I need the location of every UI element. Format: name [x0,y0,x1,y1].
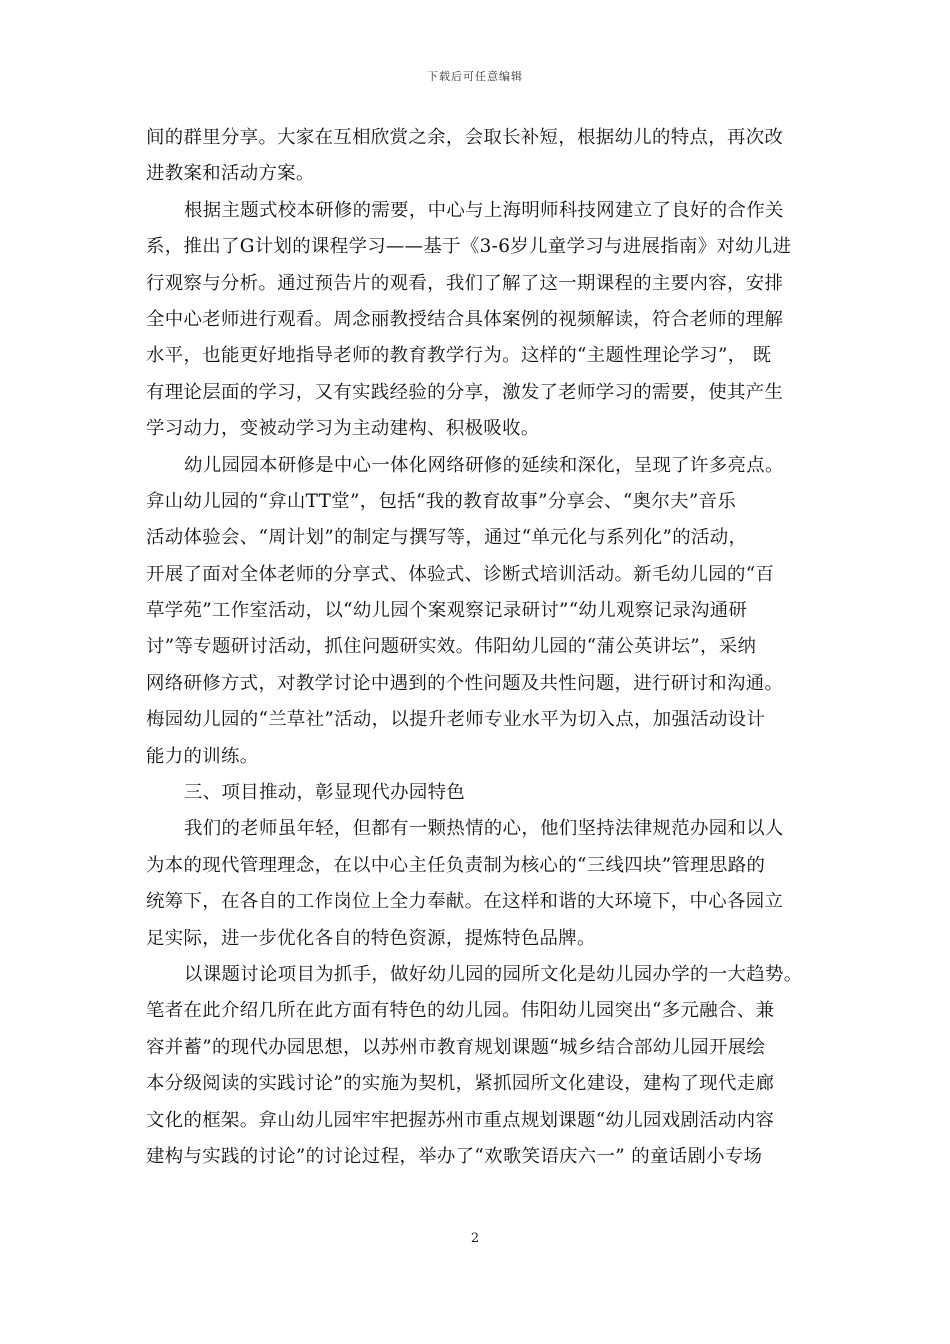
text-line: 笔者在此介绍几所在此方面有特色的幼儿园。伟阳幼儿园突出“多元融合、兼 [146,1000,775,1022]
page-number: 2 [470,1231,480,1246]
text-line: 草学苑”工作室活动，以“幼儿园个案观察记录研讨”“幼儿观察记录沟通研 [146,600,748,622]
text-line: 间的群里分享。大家在互相欣赏之余，会取长补短，根据幼儿的特点，再次改 [146,127,784,148]
text-line: 行观察与分析。通过预告片的观看，我们了解了这一期课程的主要内容，安排 [146,272,784,294]
text-line: 根据主题式校本研修的需要，中心与上海明师科技网建立了良好的合作关 [184,199,784,221]
text-line: 以课题讨论项目为抓手，做好幼儿园的园所文化是幼儿园办学的一大趋势。 [184,963,803,985]
text-line: 文化的框架。弇山幼儿园牢牢把握苏州市重点规划课题“幼儿园戏剧活动内容 [146,1109,775,1131]
text-line: 学习动力，变被动学习为主动建构、积极吸收。 [146,418,540,440]
text-line: 幼儿园园本研修是中心一体化网络研修的延续和深化，呈现了许多亮点。 [184,454,784,476]
text-line: 为本的现代管理理念，在以中心主任负责制为核心的“三线四块”管理思路的 [146,854,766,876]
document-body [146,120,806,1175]
text-line: 统筹下，在各自的工作岗位上全力奉献。在这样和谐的大环境下，中心各园立 [146,891,784,913]
text-line: 本分级阅读的实践讨论”的实施为契机，紧抓园所文化建设，建构了现代走廊 [146,1073,775,1095]
text-line: 我们的老师虽年轻，但都有一颗热情的心，他们坚持法律规范办园和以人 [184,818,784,840]
text-line: 容并蓄”的现代办园思想，以苏州市教育规划课题“城乡结合部幼儿园开展绘 [146,1036,766,1058]
text-line: 进教案和活动方案。 [146,163,315,185]
text-line: 开展了面对全体老师的分享式、体验式、诊断式培训活动。新毛幼儿园的“百 [146,563,775,585]
text-line: 全中心老师进行观看。周念丽教授结合具体案例的视频解读，符合老师的理解 [146,308,784,330]
text-line: 建构与实践的讨论”的讨论过程，举办了“欢歌笑语庆六一” 的童话剧小专场 [146,1145,763,1167]
text-line: 有理论层面的学习，又有实践经验的分享，激发了老师学习的需要，使其产生 [146,381,784,403]
text-line: 活动体验会、“周计划”的制定与撰写等，通过“单元化与系列化”的活动， [146,527,748,549]
text-line: 水平，也能更好地指导老师的教育教学行为。这样的“主题性理论学习”， 既 [146,345,772,367]
text-line: 三、项目推动，彰显现代办园特色 [184,782,466,804]
text-line: 梅园幼儿园的“兰草社”活动，以提升老师专业水平为切入点，加强活动设计 [146,709,766,731]
text-line: 足实际，进一步优化各自的特色资源，提炼特色品牌。 [146,927,596,949]
text-line: 讨”等专题研讨活动，抓住问题研实效。伟阳幼儿园的“蒲公英讲坛”，采纳 [146,636,757,658]
text-line: 系，推出了G计划的课程学习——基于《3-6岁儿童学习与进展指南》对幼儿进 [146,236,792,258]
text-line: 能力的训练。 [146,745,259,767]
page-header: 下载后可任意编辑 [427,70,523,83]
text-line: 网络研修方式，对教学讨论中遇到的个性问题及共性问题，进行研讨和沟通。 [146,672,784,694]
text-line: 弇山幼儿园的“弇山TT堂”，包括“我的教育故事”分享会、“奥尔夫”音乐 [146,490,737,512]
